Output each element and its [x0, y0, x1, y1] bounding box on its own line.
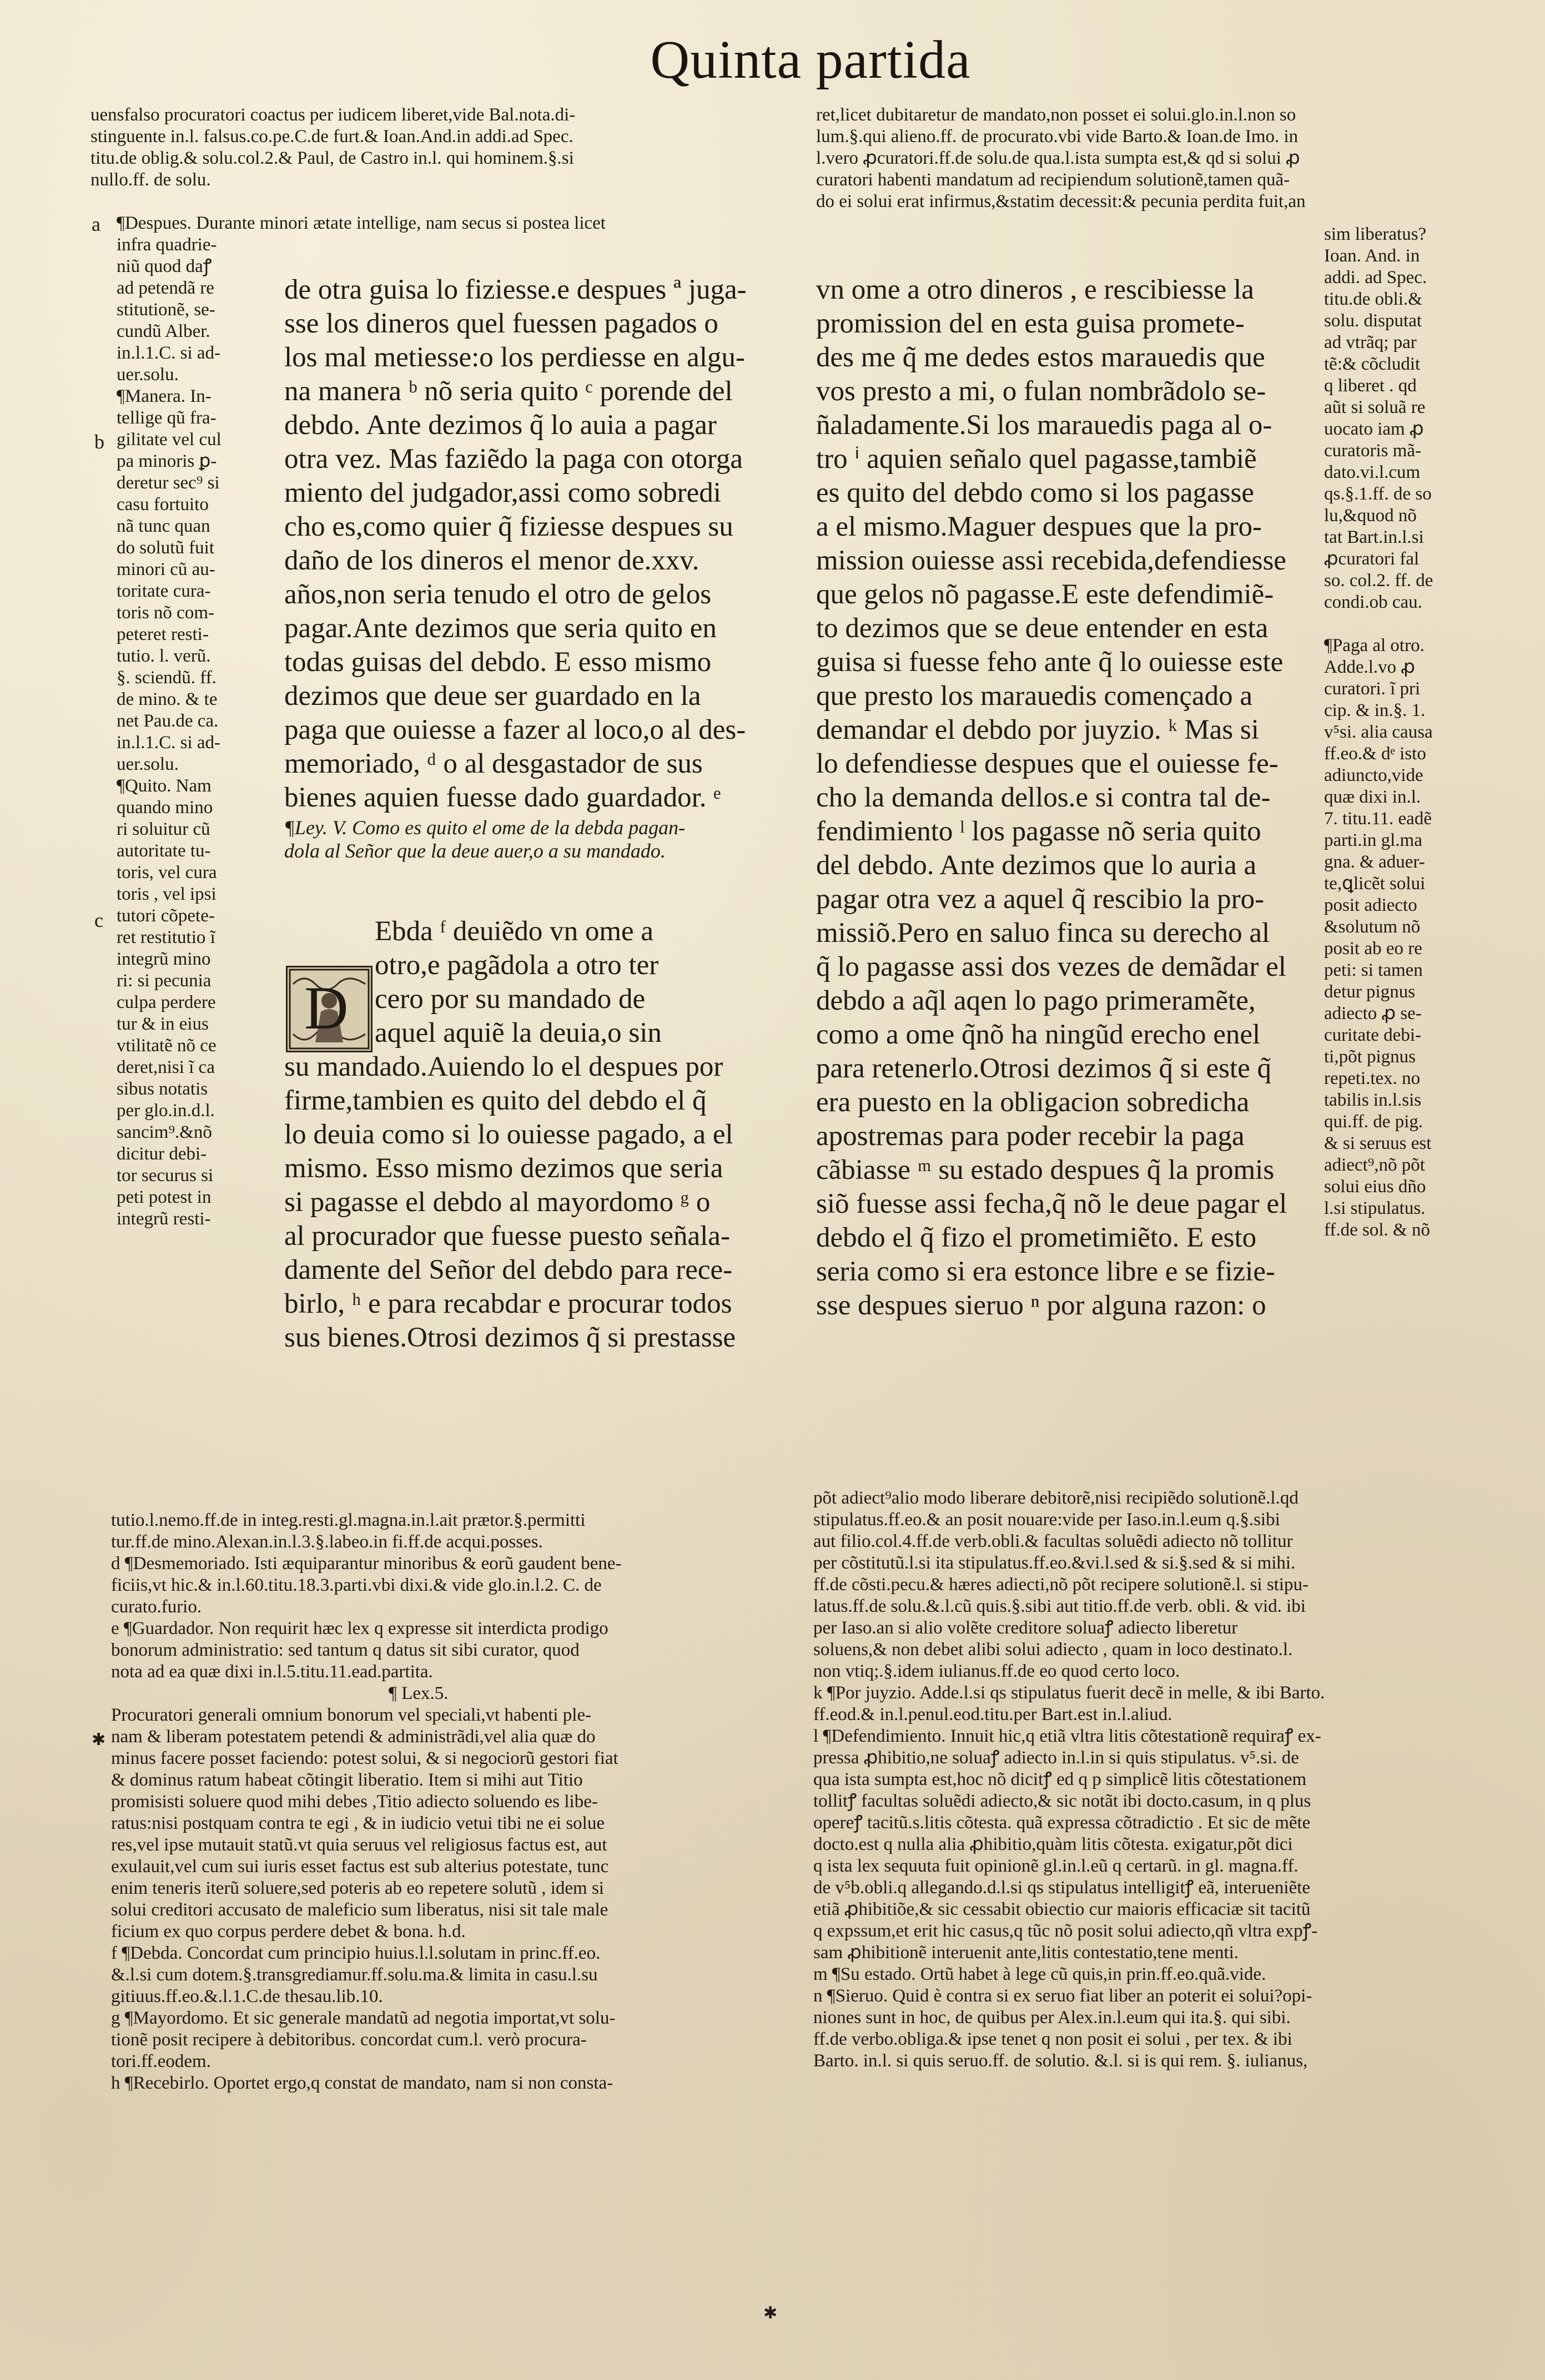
- main-text-line: años,non seria tenudo el otro de gelos: [284, 579, 712, 610]
- main-text-line: mission ouiesse assi recebida,defendiesse: [816, 545, 1286, 576]
- bottom-left-notes: [111, 1510, 808, 2094]
- note-line: Procuratori generali omnium bonorum vel speciali,vt habenti ple-: [111, 1705, 592, 1725]
- margin-note-line: aũt si soluã re: [1324, 397, 1426, 417]
- main-text-line: sse los dineros quel fuessen pagados o: [284, 308, 718, 339]
- margin-note-line: tat Bart.in.l.si: [1324, 527, 1424, 547]
- note-line: de v⁵b.obli.q allegando.d.l.si qs stipulatus intelligitꝭ eã, interueniẽte: [813, 1878, 1311, 1898]
- note-line: gitiuus.ff.eo.&.l.1.C.de thesau.lib.10.: [111, 1986, 383, 2006]
- note-line: n ¶Sieruo. Quid è contra si ex seruo fiat liber an poterit ei solui?opi-: [813, 1986, 1312, 2006]
- margin-note-line: &solutum nõ: [1324, 917, 1421, 937]
- margin-note-line: lu,&quod nõ: [1324, 506, 1417, 526]
- main-text-line: pagar otra vez a aquel q̃ rescibio la pro-: [816, 884, 1265, 915]
- margin-note-line: so. col.2. ff. de: [1324, 571, 1433, 591]
- margin-note-line: ¶Manera. In-: [117, 386, 212, 406]
- note-line: Barto. in.l. si quis seruo.ff. de solutio. &.l. si is qui rem. §. iulianus,: [813, 2051, 1308, 2071]
- margin-note-line: ¶Despues. Durante minori ætate intellige, nam secus si postea licet: [117, 213, 606, 233]
- main-text-line: como a ome q̃nõ ha ningũd erecho enel: [816, 1019, 1261, 1050]
- margin-note-line: [1324, 613, 1491, 635]
- main-text-line: birlo, ʰ e para recabdar e procurar todos: [284, 1288, 732, 1319]
- main-text-line: firme,tambien es quito del debdo el q̃: [284, 1085, 707, 1116]
- margin-note-line: dato.vi.l.cum: [1324, 462, 1421, 482]
- main-text-line: fendimiento ˡ los pagasse nõ seria quito: [816, 816, 1261, 847]
- note-line: f ¶Debda. Concordat cum principio huius.l.l.solutam in princ.ff.eo.: [111, 1943, 601, 1963]
- main-text-line: vos presto a mi, o fulan nombrãdolo se-: [816, 376, 1266, 407]
- margin-note-line: toris nõ com-: [117, 603, 214, 623]
- main-text-line: de otra guisa lo fiziesse.e despues ª juga-: [284, 274, 747, 305]
- margin-note-line: stitutionẽ, se-: [117, 300, 215, 320]
- margin-note-line: tutori cõpete-: [117, 906, 215, 926]
- margin-note-line: §. sciendũ. ff.: [117, 668, 217, 688]
- gloss-line: curatori habenti mandatum ad recipiendum solutionẽ,tamen quã-: [816, 170, 1290, 190]
- margin-note-line: tor securus si: [117, 1166, 214, 1186]
- main-text-line: tro ⁱ aquien señalo quel pagasse,tambiẽ: [816, 443, 1257, 475]
- note-line: bonorum administratio: sed tantum q datus sit sibi curator, quod: [111, 1640, 580, 1660]
- note-line: ff.de cõsti.pecu.& hæres adiecti,nõ põt recipere solutionẽ.l. si stipu-: [813, 1575, 1309, 1595]
- main-text-line: pagar.Ante dezimos que seria quito en: [284, 613, 717, 644]
- main-text-line: otro,e pagãdola a otro ter: [375, 950, 659, 981]
- margin-note-line: v⁵si. alia causa: [1324, 722, 1433, 742]
- margin-note-line: sim liberatus?: [1324, 224, 1427, 244]
- note-line: per Iaso.an si alio volẽte creditore soluaꝭ adiecto liberetur: [813, 1618, 1238, 1638]
- margin-note-line: ret restitutio ĩ: [117, 927, 215, 947]
- note-line: qua ista sumpta est,hoc nõ dicitꝭ ed q p simplicẽ litis cõtestationem: [813, 1769, 1307, 1789]
- note-line: opereꝭ tacitũ.s.litis cõtesta. quã expressa cõtradictio . Et sic de mẽte: [813, 1813, 1311, 1833]
- note-line: h ¶Recebirlo. Oportet ergo,q constat de mandato, nam si non consta-: [111, 2073, 613, 2093]
- note-line: tollitꝭ facultas soluẽdi adiecto,& sic notãt ibi docto.casum, in q plus: [813, 1791, 1311, 1811]
- margin-note-line: solu. disputat: [1324, 311, 1422, 331]
- margin-note-line: qs.§.1.ff. de so: [1324, 484, 1432, 504]
- main-text-line: es quito del debdo como si los pagasse: [816, 477, 1254, 508]
- margin-note-line: addi. ad Spec.: [1324, 268, 1427, 288]
- main-text-column-left: [284, 273, 773, 815]
- margin-note-line: curatori. ĩ pri: [1324, 679, 1421, 699]
- margin-note-line: integrũ resti-: [117, 1209, 211, 1229]
- margin-note-line: ff.de sol. & nõ: [1324, 1220, 1430, 1240]
- note-letter-c: c: [94, 909, 103, 931]
- margin-note-line: pa minoris ꝑ-: [117, 451, 217, 471]
- margin-note-line: tur & in eius: [117, 1014, 209, 1034]
- bottom-right-notes: [813, 1488, 1491, 2072]
- main-text-line: mismo. Esso mismo dezimos que seria: [284, 1153, 723, 1184]
- note-line: tur.ff.de mino.Alexan.in.l.3.§.labeo.in fi.ff.de acqui.posses.: [111, 1532, 543, 1552]
- margin-note-line: posit ab eo re: [1324, 939, 1422, 959]
- main-text-line: cho es,como quier q̃ fiziesse despues su: [284, 511, 733, 542]
- margin-note-line: toritate cura-: [117, 581, 211, 601]
- margin-note-line: gna. & aduer-: [1324, 852, 1425, 872]
- main-text-line: missiõ.Pero en saluo finca su derecho al: [816, 917, 1270, 949]
- main-text-line: aquel aquiẽ la deuia,o sin: [375, 1017, 662, 1048]
- margin-note-line: tutio. l. verũ.: [117, 646, 211, 666]
- margin-note-line: deret,nisi ĩ ca: [117, 1057, 215, 1077]
- margin-note-line: integrũ mino: [117, 949, 211, 969]
- note-line: niones sunt in hoc, de quibus per Alex.in.l.eum qui ita.§. qui sibi.: [813, 2008, 1291, 2028]
- margin-note-line: ri soluitur cũ: [117, 819, 210, 839]
- gloss-line: do ei solui erat infirmus,&statim decessit:& pecunia perdita fuit,an: [816, 191, 1306, 211]
- dropcap-letter: D: [304, 974, 349, 1042]
- gloss-line: titu.de oblig.& solu.col.2.& Paul, de Castro in.l. qui hominem.§.si: [90, 148, 574, 168]
- note-letter-b: b: [94, 431, 104, 453]
- main-text-line: sse despues sieruo ⁿ por alguna razon: o: [816, 1290, 1266, 1321]
- main-text-column-right: [816, 273, 1305, 1323]
- main-text-line: paga que ouiesse a fazer al loco,o al des-: [284, 714, 746, 745]
- main-text-line: lo defendiesse despues que el ouiesse fe-: [816, 748, 1279, 779]
- margin-note-line: casu fortuito: [117, 495, 209, 515]
- margin-note-line: ¶Quito. Nam: [117, 776, 212, 796]
- margin-note-line: in.l.1.C. si ad-: [117, 733, 220, 753]
- decorated-initial: [286, 966, 373, 1052]
- main-text-line: su mandado.Auiendo lo el despues por: [284, 1051, 723, 1082]
- gloss-line: uensfalso procuratori coactus per iudicem liberet,vide Bal.nota.di-: [90, 105, 576, 125]
- margin-note-line: tabilis in.l.sis: [1324, 1090, 1422, 1110]
- gloss-line: ret,licet dubitaretur de mandato,non posset ei solui.glo.in.l.non so: [816, 105, 1296, 125]
- margin-note-line: 7. titu.11. eadẽ: [1324, 809, 1432, 829]
- margin-note-line: & si seruus est: [1324, 1133, 1432, 1153]
- margin-note-line: ti,põt pignus: [1324, 1047, 1416, 1067]
- note-line: curato.furio.: [111, 1597, 202, 1617]
- note-line: tionẽ posit recipere à debitoribus. concordat cum.l. verò procura-: [111, 2030, 587, 2050]
- note-line: nota ad ea quæ dixi in.l.5.titu.11.ead.partita.: [111, 1662, 433, 1682]
- margin-note-line: solui eius dño: [1324, 1177, 1426, 1197]
- note-line: ficium ex quo corpus perdere debet & bona. h.d.: [111, 1922, 466, 1942]
- gloss-line: nullo.ff. de solu.: [90, 170, 211, 190]
- note-line: k ¶Por juyzio. Adde.l.si qs stipulatus fuerit decẽ in melle, & ibi Barto.: [813, 1683, 1325, 1703]
- note-line: ff.de verbo.obliga.& ipse tenet q non posit ei solui , per tex. & ibi: [813, 2029, 1292, 2049]
- note-line: &.l.si cum dotem.§.transgrediamur.ff.solu.ma.& limita in casu.l.su: [111, 1965, 598, 1985]
- margin-note-line: q liberet . qd: [1324, 376, 1417, 396]
- main-text-line: que presto los marauedis començado a: [816, 680, 1252, 712]
- note-line: ratus:nisi postquam contra te egi , & in iudicio vetui tibi ne ei solue: [111, 1813, 605, 1833]
- note-line: pressa ꝓhibitio,ne soluaꝭ adiecto in.l.in si quis stipulatus. v⁵.si. de: [813, 1748, 1299, 1768]
- main-text-line: del debdo. Ante dezimos que lo auria a: [816, 850, 1257, 881]
- main-text-line: que gelos nõ pagasse.E este defendimiẽ-: [816, 579, 1274, 610]
- note-line: e ¶Guardador. Non requirit hæc lex q expresse sit interdicta prodigo: [111, 1618, 608, 1638]
- margin-note-line: Adde.l.vo ꝓ: [1324, 657, 1415, 677]
- top-left-gloss: [90, 104, 807, 191]
- main-text-line: dezimos que deue ser guardado en la: [284, 680, 701, 712]
- margin-note-line: Ioan. And. in: [1324, 246, 1420, 266]
- margin-note-line: culpa perdere: [117, 992, 216, 1012]
- note-line: promisisti soluere quod mihi debes ,Titio adiecto soluendo es libe-: [111, 1792, 598, 1812]
- main-text-line: seria como si era estonce libre e se fizie-: [816, 1256, 1275, 1287]
- main-text-line: lo deuia como si lo ouiesse pagado, a el: [284, 1119, 733, 1150]
- margin-note-line: toris, vel cura: [117, 863, 217, 883]
- margin-note-line: niũ quod daꝭ: [117, 256, 212, 276]
- main-text-line: para retenerlo.Otrosi dezimos q̃ si este q̃: [816, 1053, 1271, 1084]
- margin-note-line: uer.solu.: [117, 365, 179, 385]
- margin-note-line: do solutũ fuit: [117, 538, 215, 558]
- note-line: non vtiq;.§.idem iulianus.ff.de eo quod certo loco.: [813, 1661, 1180, 1681]
- margin-note-line: sibus notatis: [117, 1079, 208, 1099]
- margin-note-line: peti: si tamen: [1324, 960, 1423, 980]
- margin-note-line: curitate debi-: [1324, 1025, 1421, 1045]
- margin-note-line: peti potest in: [117, 1187, 212, 1207]
- margin-note-line: ꝓcuratori fal: [1324, 549, 1420, 569]
- main-text-line: memoriado, ᵈ o al desgastador de sus: [284, 748, 703, 779]
- main-text-line: si pagasse el debdo al mayordomo ᵍ o: [284, 1187, 711, 1218]
- margin-note-line: tẽ:& cõcludit: [1324, 354, 1421, 374]
- main-text-line: otra vez. Mas faziẽdo la paga con otorga: [284, 443, 743, 475]
- main-text-line: cero por su mandado de: [375, 984, 646, 1015]
- note-line: nam & liberam potestatem petendi & administrãdi,vel alia quæ do: [111, 1727, 596, 1747]
- main-text-line: todas guisas del debdo. E esso mismo: [284, 647, 712, 678]
- margin-note-line: cundũ Alber.: [117, 321, 210, 341]
- margin-note-line: titu.de obli.&: [1324, 289, 1422, 309]
- main-text-line: Ebda ᶠ deuiẽdo vn ome a: [375, 916, 654, 947]
- right-margin-notes: [1324, 224, 1491, 1241]
- margin-note-line: per glo.in.d.l.: [117, 1101, 215, 1121]
- note-line: m ¶Su estado. Ortũ habet à lege cũ quis,in prin.ff.eo.quã.vide.: [813, 1964, 1266, 1984]
- main-text-line: siõ fuesse assi fecha,q̃ nõ le deue pagar el: [816, 1188, 1287, 1219]
- main-text-line: sus bienes.Otrosi dezimos q̃ si prestasse: [284, 1322, 736, 1353]
- main-text-line: demandar el debdo por juyzio. ᵏ Mas si: [816, 714, 1259, 745]
- note-line: ¶ Lex.5.: [389, 1683, 449, 1703]
- note-line: aut filio.col.4.ff.de verb.obli.& facultas soluẽdi adiecto nõ tollitur: [813, 1531, 1293, 1551]
- margin-note-line: parti.in gl.ma: [1324, 830, 1422, 850]
- note-line: minus facere posset faciendo: potest solui, & si negociorũ gestori fiat: [111, 1748, 618, 1768]
- asterisk-marker: ✱: [763, 2303, 778, 2323]
- margin-note-line: in.l.1.C. si ad-: [117, 343, 220, 363]
- note-line: põt adiect⁹alio modo liberare debitorẽ,nisi recipiẽdo solutionẽ.l.qd: [813, 1488, 1299, 1508]
- margin-note-line: tellige qũ fra-: [117, 408, 217, 428]
- margin-note-line: repeti.tex. no: [1324, 1068, 1421, 1088]
- gloss-line: lum.§.qui alieno.ff. de procurato.vbi vide Barto.& Ioan.de Imo. in: [816, 127, 1299, 147]
- main-text-line: daño de los dineros el menor de.xxv.: [284, 545, 699, 576]
- main-text-column-left-continued: [284, 1050, 773, 1355]
- margin-note-line: vtilitatẽ nõ ce: [117, 1036, 217, 1056]
- margin-note-line: quæ dixi in.l.: [1324, 787, 1421, 807]
- margin-note-line: ad petendã re: [117, 278, 214, 298]
- law-heading-line: ¶Ley. V. Como es quito el ome de la debda pagan-: [284, 816, 686, 839]
- margin-note-line: ff.eo.& dᵉ isto: [1324, 744, 1426, 764]
- margin-note-line: adiuncto,vide: [1324, 765, 1423, 785]
- margin-note-line: quando mino: [117, 798, 213, 818]
- margin-note-line: detur pignus: [1324, 982, 1416, 1002]
- law-heading-line: dola al Señor que la deue auer,o a su mandado.: [284, 840, 666, 862]
- main-text-line: era puesto en la obligacion sobredicha: [816, 1087, 1250, 1118]
- page-title: Quinta partida: [650, 30, 971, 90]
- note-line: etiã ꝓhibitiõe,& sic cessabit obiectio cur maioris efficaciæ sit tacitũ: [813, 1899, 1311, 1919]
- main-text-line: debdo a aq̃l aqen lo pago primeramẽte,: [816, 985, 1256, 1016]
- note-line: solui creditori accusato de maleficio sum liberatus, nisi sit tale male: [111, 1900, 608, 1920]
- note-line: ficiis,vt hic.& in.l.60.titu.18.3.parti.vbi dixi.& vide glo.in.l.2. C. de: [111, 1575, 602, 1595]
- margin-note-line: infra quadrie-: [117, 235, 217, 255]
- main-text-line: miento del judgador,assi como sobredi: [284, 477, 721, 508]
- main-text-line: debdo. Ante dezimos q̃ lo auia a pagar: [284, 410, 717, 441]
- main-text-line: q̃ lo pagasse assi dos vezes de demãdar el: [816, 951, 1286, 982]
- note-line: tutio.l.nemo.ff.de in integ.resti.gl.magna.in.l.ait prætor.§.permitti: [111, 1510, 586, 1530]
- margin-note-line: l.si stipulatus.: [1324, 1198, 1426, 1218]
- main-text-line: al procurador que fuesse puesto señala-: [284, 1221, 730, 1252]
- note-line: q ista lex sequuta fuit opinionẽ gl.in.l.eũ q certarũ. in gl. magna.ff.: [813, 1856, 1299, 1876]
- margin-note-line: ri: si pecunia: [117, 971, 212, 991]
- main-text-line: na manera ᵇ nõ seria quito ᶜ porende del: [284, 376, 733, 407]
- margin-note-line: posit adiecto: [1324, 895, 1417, 915]
- margin-note-line: uer.solu.: [117, 754, 179, 774]
- note-line: d ¶Desmemoriado. Isti æquiparantur minoribus & eorũ gaudent bene-: [111, 1554, 622, 1574]
- main-text-line: a el mismo.Maguer despues que la pro-: [816, 511, 1262, 542]
- margin-note-line: adiect⁹,nõ põt: [1324, 1155, 1425, 1175]
- note-line: tori.ff.eodem.: [111, 2051, 211, 2071]
- margin-note-line: cip. & in.§. 1.: [1324, 700, 1426, 720]
- note-line: exulauit,vel cum sui iuris esset factus est sub alterius potestate, tunc: [111, 1857, 609, 1877]
- margin-note-line: peteret resti-: [117, 624, 209, 644]
- margin-note-line: deretur sec⁹ si: [117, 473, 220, 493]
- margin-note-line: qui.ff. de pig.: [1324, 1112, 1423, 1132]
- margin-note-line: curatoris mã-: [1324, 441, 1422, 461]
- note-line: & dominus ratum habeat cõtingit liberatio. Item si mihi aut Titio: [111, 1770, 583, 1790]
- main-text-line: promission del en esta guisa promete-: [816, 308, 1245, 339]
- main-text-line: guisa si fuesse feho ante q̃ lo ouiesse este: [816, 647, 1284, 678]
- main-text-line: to dezimos que se deue entender en esta: [816, 613, 1269, 644]
- main-text-line: cho la demanda dellos.e si contra tal de-: [816, 782, 1271, 813]
- main-text-line: apostremas para poder recebir la paga: [816, 1121, 1245, 1152]
- margin-note-line: minori cũ au-: [117, 559, 215, 579]
- note-line: l ¶Defendimiento. Innuit hic,q etiã vltra litis cõtestationẽ requiraꝭ ex-: [813, 1726, 1321, 1746]
- law-heading: [284, 816, 773, 863]
- note-line: res,vel ipse mutauit statũ.vt quia seruus vel religiosus factus est, aut: [111, 1835, 607, 1855]
- note-line: soluens,& non debet alibi solui adiecto , quam in loco destinato.l.: [813, 1640, 1293, 1660]
- main-text-line: cãbiasse ᵐ su estado despues q̃ la promis: [816, 1154, 1275, 1186]
- margin-note-line: ¶Paga al otro.: [1324, 636, 1425, 655]
- note-line: stipulatus.ff.eo.& an posit nouare:vide per Iaso.in.l.eum q.§.sibi: [813, 1510, 1280, 1530]
- decorated-initial-icon: [288, 967, 371, 1051]
- margin-note-line: autoritate tu-: [117, 841, 211, 861]
- asterisk-marker: ✱: [92, 1730, 106, 1749]
- main-text-line: debdo el q̃ fizo el prometimiẽto. E esto: [816, 1222, 1257, 1253]
- margin-note-line: ad vtrãq; par: [1324, 332, 1417, 352]
- margin-note-line: condi.ob cau.: [1324, 592, 1422, 612]
- note-line: docto.est q nulla alia ꝓhibitio,quàm litis cõtesta. exigatur,põt dici: [813, 1834, 1293, 1854]
- gloss-line: l.vero ꝓcuratori.ff.de solu.de qua.l.ista sumpta est,& qd si solui ꝓ: [816, 148, 1300, 168]
- margin-note-line: te,ꝗlicẽt solui: [1324, 874, 1426, 894]
- margin-note-line: sancim⁹.&nõ: [117, 1122, 212, 1142]
- margin-note-line: adiecto ꝓ se-: [1324, 1004, 1422, 1023]
- margin-note-line: dicitur debi-: [117, 1144, 207, 1164]
- margin-note-line: net Pau.de ca.: [117, 711, 219, 731]
- margin-note-line: uocato iam ꝓ: [1324, 419, 1424, 439]
- dropcap-text: [375, 915, 774, 1050]
- main-text-line: bienes aquien fuesse dado guardador. ᵉ: [284, 782, 721, 813]
- margin-note-line: gilitate vel cul: [117, 430, 222, 450]
- main-text-line: los mal metiesse:o los perdiesse en algu-: [284, 342, 745, 373]
- margin-note-line: de mino. & te: [117, 689, 218, 709]
- margin-note-line: nã tunc quan: [117, 516, 210, 536]
- main-text-line: des me q̃ me dedes estos marauedis que: [816, 342, 1265, 373]
- main-text-line: damente del Señor del debdo para rece-: [284, 1254, 733, 1285]
- note-line: g ¶Mayordomo. Et sic generale mandatũ ad negotia importat,vt solu-: [111, 2008, 616, 2028]
- note-line: enim teneris iterũ soluere,sed poteris ab eo repetere solutũ , idem si: [111, 1878, 604, 1898]
- note-line: per cõstitutũ.l.si ita stipulatus.ff.eo.&vi.l.sed & si.§.sed & si mihi.: [813, 1553, 1296, 1573]
- main-text-line: ñaladamente.Si los marauedis paga al o-: [816, 410, 1272, 441]
- note-line: latus.ff.de solu.&.l.cũ quis.§.sibi aut titio.ff.de verb. obli. & vid. ibi: [813, 1596, 1306, 1616]
- margin-note-line: toris , vel ipsi: [117, 884, 217, 904]
- note-line: sam ꝓhibitionẽ interuenit ante,litis contestatio,tene menti.: [813, 1943, 1239, 1963]
- note-line: q expssum,et erit hic casus,q tũc nõ posit solui adiecto,qñ vltra expꝭ-: [813, 1921, 1318, 1941]
- note-line: ff.eod.& in.l.penul.eod.titu.per Bart.est in.l.aliud.: [813, 1705, 1172, 1725]
- main-text-line: vn ome a otro dineros , e rescibiesse la: [816, 274, 1254, 305]
- top-right-gloss: [816, 104, 1482, 213]
- gloss-line: stinguente in.l. falsus.co.pe.C.de furt.& Ioan.And.in addi.ad Spec.: [90, 127, 573, 147]
- note-letter-a: a: [92, 213, 100, 235]
